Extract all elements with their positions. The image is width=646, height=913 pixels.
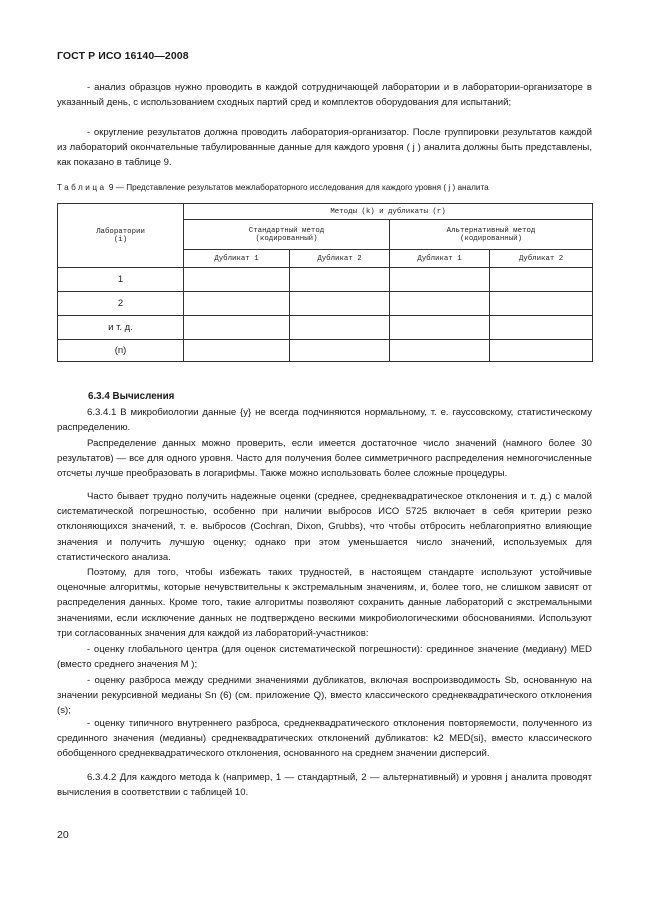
section-paragraph-7: - оценку типичного внутреннего разброса, среднеквадратического отклонения повторяемости, полученного из срединного значения (медианы) среднеквадратических отклонений дубликатов: k2 MED{si}, вместо классического обобщенного среднеквадратического отклонения, основанного на среднем значении дисперсий. bbox=[57, 718, 592, 760]
standard-dup2-header: Дубликат 2 bbox=[290, 250, 390, 268]
document-header: ГОСТ Р ИСО 16140—2008 bbox=[57, 50, 189, 62]
section-paragraph-5: - оценку глобального центра (для оценок систематической погрешности): срединное значение (медиану) MED (вместо среднего значения M ); bbox=[57, 644, 592, 671]
lab-id-cell: (n) bbox=[58, 340, 184, 362]
section-paragraph-2: Распределение данных можно проверить, если имеется достаточное число значений (намного более 30 результатов) — все для одного уровня. Часто для получения более симметричного распределения немногочисленные отсчеты лучше преобразовать в логарифмы. Также можно использовать более сложные процедуры. bbox=[57, 438, 592, 480]
empty-cell bbox=[390, 292, 490, 316]
lab-header: Лаборатории bbox=[96, 227, 145, 236]
empty-cell bbox=[184, 292, 290, 316]
page-number: 20 bbox=[57, 829, 69, 841]
section-paragraph-4: Поэтому, для того, чтобы избежать таких трудностей, в настоящем стандарте используют устойчивые оценочные алгоритмы, которые нечувствительны к экстремальным значениям, и, более того, не слишком зависят от распределения данных. Кроме того, такие алгоритмы позволяют сохранить данные лабораторий с экстремальными значениями, если исключение данных не подтверждено вескими микробиологическими обоснованиями. Используют три согласованных значения для каждой из лабораторий-участников: bbox=[57, 567, 592, 639]
table-row bbox=[58, 292, 593, 316]
alternative-dup2-header: Дубликат 2 bbox=[490, 250, 593, 268]
section-paragraph-6: - оценку разброса между средними значениями дубликатов, включая воспроизводимость Sb, основанную на значении рекурсивной медианы Sn (6) (см. приложение Q), вместо классического среднеквадратического отклонения (s); bbox=[57, 675, 592, 717]
empty-cell bbox=[390, 268, 490, 292]
caption-text: — Представление результатов межлабораторного исследования для каждого уровня ( j ) аналита bbox=[115, 183, 489, 192]
lab-header-cell bbox=[58, 204, 184, 268]
table-row bbox=[58, 316, 593, 340]
lab-id-cell: 1 bbox=[58, 268, 184, 292]
lab-id-cell: 2 bbox=[58, 292, 184, 316]
empty-cell bbox=[184, 268, 290, 292]
lab-id-cell: и т. д. bbox=[58, 316, 184, 340]
alternative-coded-label: (кодированный) bbox=[459, 234, 523, 243]
alternative-dup1-header: Дубликат 1 bbox=[390, 250, 490, 268]
empty-cell bbox=[184, 316, 290, 340]
alternative-method-label: Альтернативный метод bbox=[446, 226, 536, 235]
empty-cell bbox=[390, 340, 490, 362]
standard-method-header bbox=[184, 220, 390, 250]
empty-cell bbox=[490, 340, 593, 362]
empty-cell bbox=[490, 268, 593, 292]
empty-cell bbox=[290, 340, 390, 362]
table-caption bbox=[57, 183, 597, 192]
intro-paragraph-1: - анализ образцов нужно проводить в каждой сотрудничающей лаборатории и в лаборатории-организаторе в указанный день, с использованием сходных партий сред и комплектов оборудования для испытаний; bbox=[57, 82, 592, 109]
empty-cell bbox=[390, 316, 490, 340]
results-table bbox=[57, 203, 593, 362]
alternative-method-header bbox=[390, 220, 593, 250]
empty-cell bbox=[184, 340, 290, 362]
table-row bbox=[58, 340, 593, 362]
section-paragraph-1: 6.3.4.1 В микробиологии данные {y} не всегда подчиняются нормальному, т. е. гауссовскому, статистическому распределению. bbox=[57, 407, 592, 434]
section-title: 6.3.4 Вычисления bbox=[88, 391, 175, 402]
intro-paragraph-2: - округление результатов должна проводить лаборатория-организатор. После группировки результатов каждой из лабораторий окончательные табулированные данные для каждого уровня ( j ) аналита должны быть представлены, как показано в таблице 9. bbox=[57, 127, 592, 169]
section-paragraph-3: Часто бывает трудно получить надежные оценки (среднее, среднеквадратическое отклонения и т. д.) с малой систематической погрешностью, особенно при наличии выбросов ИСО 5725 включает в себя критерии резко отклоняющихся значений, т. е. выбросов (Cochran, Dixon, Grubbs), что чтобы отбросить неблагоприятно влияющие значения и получить лучшую оценку; однако при этом уменьшается число значений, используемых для статистического анализа. bbox=[57, 491, 592, 563]
empty-cell bbox=[290, 316, 390, 340]
table-row bbox=[58, 268, 593, 292]
empty-cell bbox=[490, 292, 593, 316]
standard-method-label: Стандартный метод bbox=[248, 226, 325, 235]
standard-dup1-header: Дубликат 1 bbox=[184, 250, 290, 268]
lab-symbol: (i) bbox=[113, 235, 128, 244]
caption-word: Таблица bbox=[57, 183, 107, 192]
empty-cell bbox=[290, 292, 390, 316]
methods-header: Методы (k) и дубликаты (r) bbox=[184, 204, 593, 220]
section-paragraph-8: 6.3.4.2 Для каждого метода k (например, 1 — стандартный, 2 — альтернативный) и уровня j аналита проводят вычисления в соответствии с таблицей 10. bbox=[57, 772, 592, 799]
caption-number: 9 bbox=[108, 183, 114, 192]
empty-cell bbox=[490, 316, 593, 340]
standard-coded-label: (кодированный) bbox=[255, 234, 318, 243]
empty-cell bbox=[290, 268, 390, 292]
